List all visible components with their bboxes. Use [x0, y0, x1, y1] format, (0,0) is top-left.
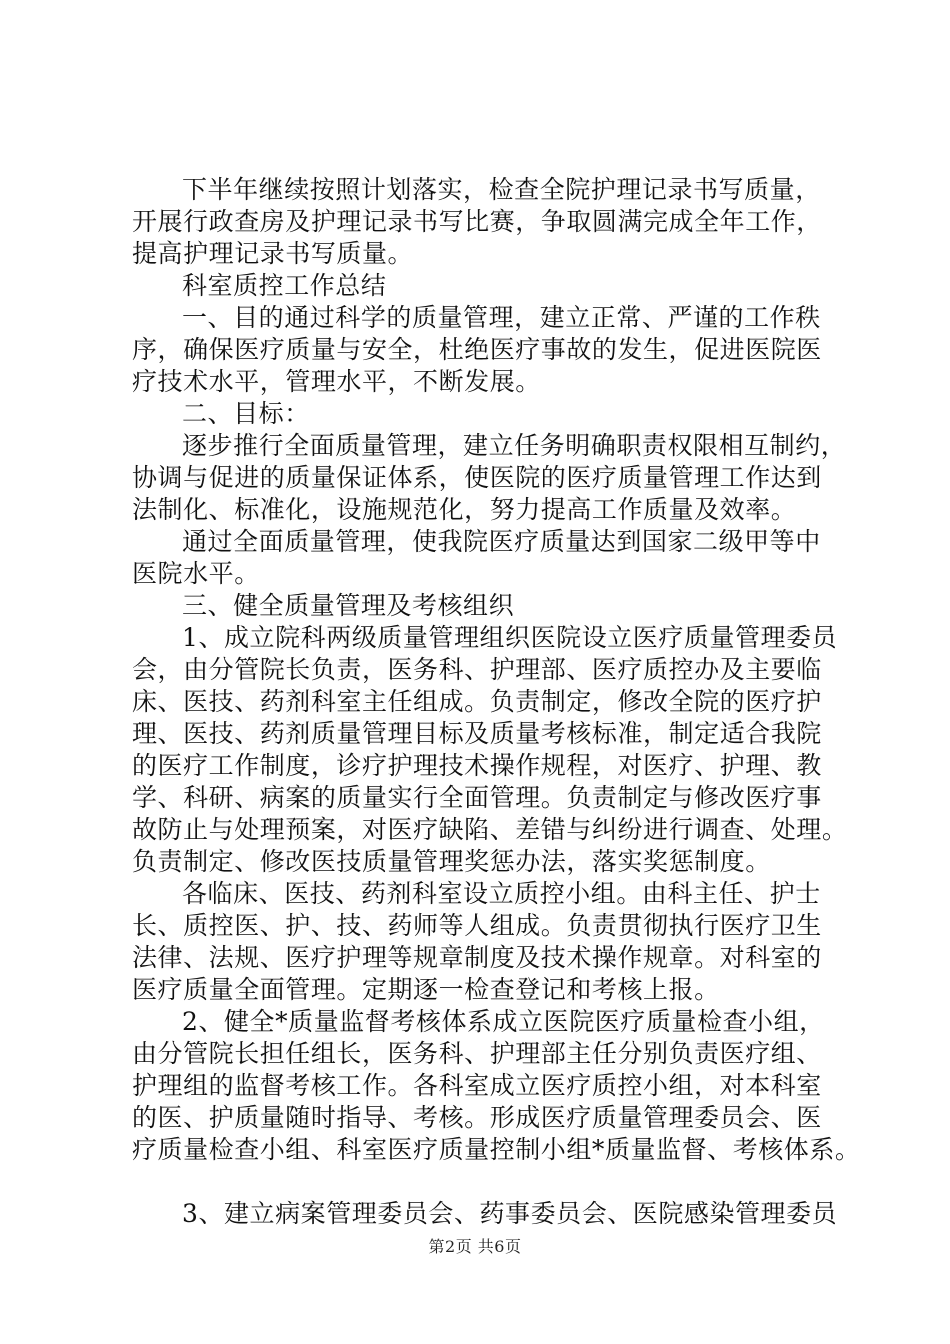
text-line: 3、建立病案管理委员会、药事委员会、医院感染管理委员	[182, 1199, 838, 1228]
text-line: 法律、法规、医疗护理等规章制度及技术操作规章。对科室的	[132, 943, 822, 972]
text-line: 协调与促进的质量保证体系，使医院的医疗质量管理工作达到	[132, 463, 822, 492]
text-line: 法制化、标准化，设施规范化，努力提高工作质量及效率。	[132, 495, 797, 524]
text-line: 会，由分管院长负责，医务科、护理部、医疗质控办及主要临	[132, 655, 822, 684]
text-line: 护理组的监督考核工作。各科室成立医疗质控小组，对本科室	[132, 1071, 822, 1100]
text-line: 疗技术水平，管理水平，不断发展。	[132, 367, 541, 396]
text-line: 的医、护质量随时指导、考核。形成医疗质量管理委员会、医	[132, 1103, 822, 1132]
text-line: 负责制定、修改医技质量管理奖惩办法，落实奖惩制度。	[132, 847, 771, 876]
text-line: 提高护理记录书写质量。	[132, 239, 414, 268]
text-line: 学、科研、病案的质量实行全面管理。负责制定与修改医疗事	[132, 783, 822, 812]
document-body	[132, 174, 861, 1230]
page-number: 第2页 共6页	[428, 1237, 522, 1256]
text-line: 的医疗工作制度，诊疗护理技术操作规程，对医疗、护理、教	[132, 751, 822, 780]
text-line: 2、健全*质量监督考核体系成立医院医疗质量检查小组，	[182, 1007, 825, 1036]
paragraph-gap	[132, 1166, 842, 1198]
text-line: 医院水平。	[132, 559, 260, 588]
text-line: 一、目的通过科学的质量管理，建立正常、严谨的工作秩	[182, 303, 821, 332]
text-line: 床、医技、药剂科室主任组成。负责制定，修改全院的医疗护	[132, 687, 822, 716]
section-title: 科室质控工作总结	[182, 271, 387, 300]
text-line: 逐步推行全面质量管理，建立任务明确职责权限相互制约，	[182, 431, 847, 460]
text-line: 由分管院长担任组长，医务科、护理部主任分别负责医疗组、	[132, 1039, 822, 1068]
section-heading: 三、健全质量管理及考核组织	[182, 591, 515, 620]
text-line: 通过全面质量管理，使我院医疗质量达到国家二级甲等中	[182, 527, 821, 556]
text-line: 开展行政查房及护理记录书写比赛，争取圆满完成全年工作，	[132, 207, 822, 236]
text-line: 疗质量检查小组、科室医疗质量控制小组*质量监督、考核体系。	[132, 1135, 861, 1164]
text-line: 各临床、医技、药剂科室设立质控小组。由科主任、护士	[182, 879, 821, 908]
text-line: 医疗质量全面管理。定期逐一检查登记和考核上报。	[132, 975, 720, 1004]
text-line: 长、质控医、护、技、药师等人组成。负责贯彻执行医疗卫生	[132, 911, 822, 940]
text-line: 理、医技、药剂质量管理目标及质量考核标准，制定适合我院	[132, 719, 822, 748]
text-line: 序，确保医疗质量与安全，杜绝医疗事故的发生，促进医院医	[132, 335, 822, 364]
section-heading: 二、目标：	[182, 399, 310, 428]
text-line: 故防止与处理预案，对医疗缺陷、差错与纠纷进行调查、处理。	[132, 815, 848, 844]
text-line: 1、成立院科两级质量管理组织医院设立医疗质量管理委员	[182, 623, 838, 652]
text-line: 下半年继续按照计划落实，检查全院护理记录书写质量，	[182, 175, 821, 204]
